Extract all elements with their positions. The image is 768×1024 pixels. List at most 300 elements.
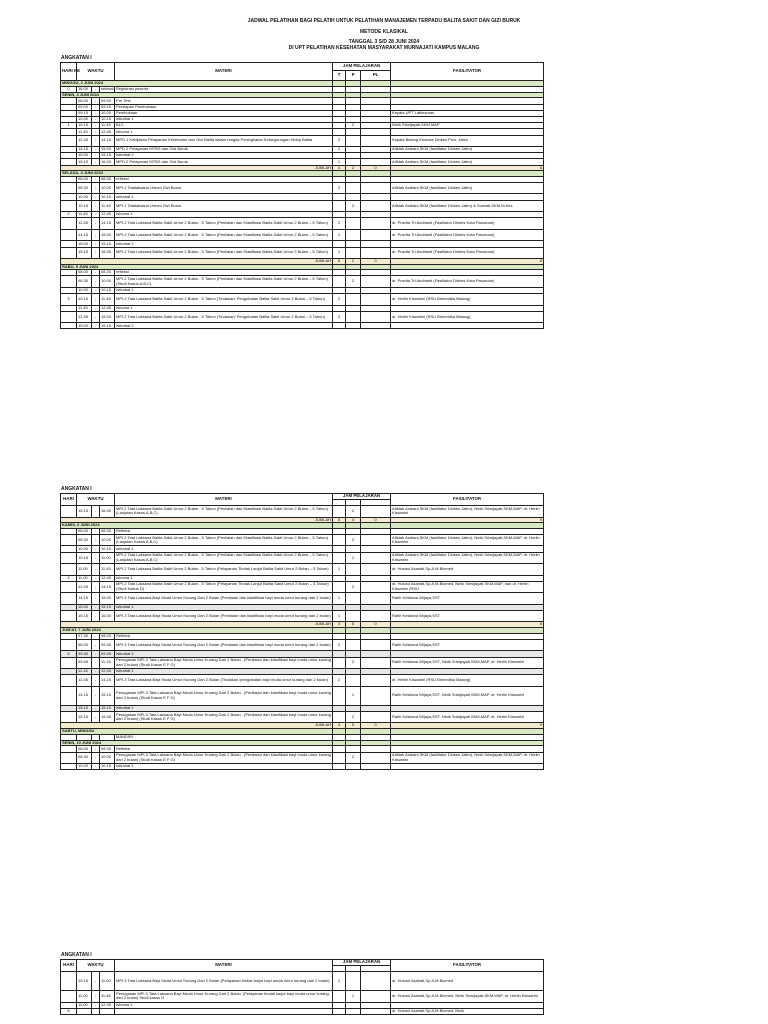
time-separator: - [92, 575, 100, 581]
fasilitator: Alfidah Andiani,SKM (fasilitator Dinkes Jatim) & Sumiati,SKM,M.Kes [391, 200, 544, 212]
hari-ke [61, 135, 77, 147]
day-label: MINGGU, 2 JUNI 2024 [61, 81, 333, 87]
time-start: 15.15 [77, 705, 92, 711]
materi: MPI.3 Tata Laksana Bayi Muda Umur Kurang Dari 2 Bulan (Pelayanan tindak lanjut bayi muda umur kurang dari 2 bulan) [115, 972, 333, 991]
hari-ke [61, 276, 77, 288]
time-end: 11.45 [100, 294, 115, 306]
time-separator: - [92, 633, 100, 639]
total-pl: 0 [361, 165, 391, 171]
time-end: 12.45 [100, 129, 115, 135]
total-label: JUMLAH [61, 517, 333, 523]
hari-ke: 6 [61, 1008, 77, 1014]
time-end: 11.45 [100, 200, 115, 212]
schedule-row [61, 276, 544, 288]
time-separator: - [92, 506, 100, 518]
jp-teori: 1 [333, 972, 346, 991]
hari-ke [61, 218, 77, 230]
total-p: 2 [346, 259, 361, 265]
time-separator: - [92, 991, 100, 1003]
fasilitator: dr. Husnul Asariati,Sp.A,M.Biomed, Ninik Sriwijayati,SKM,MAP, dr. Herlin Kiswarini [391, 991, 544, 1003]
time-separator: - [92, 176, 100, 182]
header-t: T [333, 71, 346, 81]
jp-praktik-lapangan [361, 294, 391, 306]
time-end: 12.45 [100, 212, 115, 218]
fasilitator: dr. Pravita Tri Andrianti (Fasilitator Dinkes Kota Pasuruan) [391, 276, 544, 288]
jp-teori: 1 [333, 610, 346, 622]
time-separator: - [92, 581, 100, 593]
jp-teori [333, 657, 346, 669]
time-end: 12.45 [100, 669, 115, 675]
time-end: 15.00 [100, 311, 115, 323]
fasilitator: Ratih Kristiana Wijaya,SST [391, 610, 544, 622]
time-start: 15.15 [77, 159, 92, 165]
materi: Istirahat 1 [115, 669, 333, 675]
schedule-row [61, 534, 544, 546]
materi: Istirahat 2 [115, 153, 333, 159]
day-label: SENIN, 3 JUNI 2024 [61, 92, 333, 98]
materi: Refleksi [115, 528, 333, 534]
time-separator: - [92, 147, 100, 153]
time-start: 11.15 [77, 669, 92, 675]
fasilitator: Alfidah Andiani,SKM (fasilitator Dinkes Jatim), Ninik Sriwijayati,SKM,MAP, dr. Herlin Kiswarini [391, 534, 544, 546]
fasilitator: Ninik Sriwijayati,SKM,MAP [391, 123, 544, 129]
time-separator: - [92, 528, 100, 534]
time-separator: - [92, 305, 100, 311]
time-separator: - [92, 651, 100, 657]
time-end: 09.00 [100, 98, 115, 104]
jp-teori [333, 1008, 346, 1014]
schedule-row [61, 610, 544, 622]
hari-ke [61, 534, 77, 546]
jp-teori: 1 [333, 229, 346, 241]
materi: Istirahat 2 [115, 323, 333, 329]
time-end: 15.00 [100, 147, 115, 153]
time-separator: - [92, 323, 100, 329]
schedule-row [61, 229, 544, 241]
time-start: 08.00 [77, 270, 92, 276]
fasilitator: Ratih Kristiana Wijaya,SST, Ninik Sriwijayati,SKM,MAP, dr. Herlin Kiswarini [391, 657, 544, 669]
time-end: 09.45 [100, 651, 115, 657]
jp-penugasan [346, 564, 361, 576]
time-start: 15.15 [77, 711, 92, 723]
materi: Penugasan MPI.3 Tata Laksana Bayi Muda Umur Kurang Dari 2 Bulan . (Penilaian dan klasifikasi bayi muda umur kurang dari 2 bulan) (Studi Kasus E F G) [116, 752, 331, 762]
jp-penugasan: 1 [346, 991, 361, 1003]
time-separator: - [92, 212, 100, 218]
time-end: 15.00 [100, 593, 115, 605]
time-separator: - [92, 675, 100, 687]
time-start: 15.00 [77, 153, 92, 159]
jp-praktik-lapangan [361, 229, 391, 241]
materi: Ishoma 1 [115, 212, 333, 218]
hari-ke [61, 711, 77, 723]
time-end: 10.15 [100, 194, 115, 200]
time-start: 09.45 [77, 657, 92, 669]
document-date: TANGGAL 3 S/D 28 JUNI 2024 [348, 39, 420, 45]
materi: Istirahat 1 [115, 194, 333, 200]
time-start: 14.15 [77, 593, 92, 605]
time-separator: - [92, 116, 100, 122]
materi: MPI.1 Tatalaksana Umum Gizi Buruk [115, 200, 333, 212]
jp-penugasan: 2 [346, 200, 361, 212]
materi: MPI.2 Tata Laksana Balita Sakit Umur 2 Bulan - 5 Tahun (Penilaian dan Klasifikasi Balita Sakit Umur 2 Bulan – 5 Tahun) [115, 247, 333, 259]
fasilitator: dr. Pravita Tri Andrianti (Fasilitator Dinkes Kota Pasuruan) [391, 229, 544, 241]
time-start: 15.15 [77, 247, 92, 259]
day-label: SELASA, 4 JUNI 2024 [61, 171, 333, 177]
time-start: 11.45 [77, 212, 92, 218]
time-end: 15.00 [100, 229, 115, 241]
materi: refleksi [115, 270, 333, 276]
total-sum: 6 [391, 165, 544, 171]
jp-penugasan [346, 1008, 361, 1014]
materi: Ishoma 1 [115, 305, 333, 311]
schedule-row [61, 764, 544, 770]
time-end: 11.45 [100, 991, 115, 1003]
fasilitator: Kepala Bidang Kesmas Dinkes Prov. Jatim [391, 135, 544, 147]
time-start: 12.45 [77, 311, 92, 323]
jp-praktik-lapangan [361, 506, 391, 518]
jp-praktik-lapangan [361, 991, 391, 1003]
header-pl: PL [361, 71, 391, 81]
time-separator: - [92, 276, 100, 288]
materi: Istirahat 1 [115, 546, 333, 552]
hari-ke [61, 323, 77, 329]
schedule-row [61, 675, 544, 687]
jp-penugasan: 1 [346, 552, 361, 564]
materi: Ishoma 1 [115, 575, 333, 581]
time-separator: - [92, 657, 100, 669]
time-end: 14.15 [100, 675, 115, 687]
schedule-row [61, 564, 544, 576]
fasilitator: Alfidah Andiani,SKM (fasilitator Dinkes Jatim), Ninik Sriwijayati,SKM,MAP, dr. Herlin Kiswarini [391, 552, 544, 564]
fasilitator: dr. Husnul Asariati,Sp.A,M.Biomed, Ninik Sriwijayati,SKM,MAP, dan dr. Herlin Kiswarini (RSU [391, 581, 544, 593]
time-start: 08.00 [77, 639, 92, 651]
materi: MPI.2 Tata Laksana Balita Sakit Umur 2 Bulan - 5 Tahun (Tindakan/ Pengobatan Balita Sakit Umur 2 Bulan – 5 Tahun) [115, 311, 333, 323]
day-label: RABU, 5 JUNI 2024 [61, 264, 333, 270]
jp-penugasan [346, 182, 361, 194]
total-t: 3 [333, 622, 346, 628]
hari-ke [61, 564, 77, 576]
time-end: 12.45 [100, 305, 115, 311]
time-start: 10.00 [77, 546, 92, 552]
time-separator: - [92, 194, 100, 200]
time-start: 07.30 [77, 633, 92, 639]
jp-teori [333, 323, 346, 329]
fasilitator: dr. Herlin Kiswarini (RSU Brimedika Malang) [391, 294, 544, 306]
hari-ke [61, 991, 77, 1003]
jp-penugasan [346, 593, 361, 605]
schedule-row [61, 506, 544, 518]
total-pl: 0 [361, 723, 391, 729]
header-waktu: WAKTU [77, 960, 115, 972]
time-separator: - [92, 552, 100, 564]
time-end: 10.00 [100, 110, 115, 116]
time-separator: - [92, 546, 100, 552]
total-label: JUMLAH [61, 165, 333, 171]
time-start: 08.00 [77, 176, 92, 182]
day-label: JUM'AT, 7 JUNI 2024 [61, 628, 333, 634]
header-waktu: WAKTU [77, 494, 115, 506]
jp-penugasan: 2 [346, 506, 361, 518]
time-separator: - [92, 123, 100, 129]
day-label: KAMIS, 6 JUNI 2024 [61, 523, 333, 529]
time-end: 15.15 [100, 323, 115, 329]
time-end: selesai [101, 85, 114, 91]
jp-penugasan: 2 [346, 581, 361, 593]
header-materi: MATERI [115, 63, 333, 81]
time-start: 08.30 [77, 534, 92, 546]
time-start: 12.45 [77, 581, 92, 593]
time-separator: - [92, 294, 100, 306]
jp-penugasan: 2 [346, 752, 361, 764]
total-p: 2 [346, 165, 361, 171]
time-separator: - [92, 972, 100, 991]
time-separator: - [92, 200, 100, 212]
time-start: 12.45 [77, 218, 92, 230]
materi: Ishoma 1 [115, 129, 333, 135]
time-end: 16.45 [100, 711, 115, 723]
hari-ke [61, 972, 77, 991]
time-end: 10.00 [100, 534, 115, 546]
schedule-row [61, 247, 544, 259]
time-start: 08.00 [77, 528, 92, 534]
document-location: DI UPT PELATIHAN KESEHATAN MASYARAKAT MURNAJATI KAMPUS MALANG [288, 45, 480, 51]
jp-penugasan [346, 218, 361, 230]
jp-penugasan [346, 675, 361, 687]
schedule-row [61, 657, 544, 669]
time-separator: - [92, 610, 100, 622]
materi: Refleksi [115, 633, 333, 639]
header-materi: MATERI [115, 960, 333, 972]
materi: MPI.2 Tata Laksana Balita Sakit Umur 2 Bulan - 5 Tahun (Penilaian dan Klasifikasi Balita Sakit Umur 2 Bulan – 5 Tahun) (Lanjutan Kasus A,B,C) [115, 506, 333, 518]
angkatan-label: ANGKATAN I [61, 486, 92, 492]
jp-teori: 3 [333, 311, 346, 323]
time-separator: - [92, 86, 100, 92]
jp-teori: 2 [333, 218, 346, 230]
schedule-row [61, 200, 544, 212]
fasilitator: Alfidah Andiani,SKM (fasilitator Dinkes Jatim) [391, 147, 544, 153]
jp-praktik-lapangan [361, 200, 391, 212]
hari-ke [61, 639, 77, 651]
jp-teori: 1 [333, 247, 346, 259]
time-separator: - [92, 534, 100, 546]
time-end: 11.45 [100, 564, 115, 576]
schedule-row [61, 991, 544, 1003]
header-materi: MATERI [115, 494, 333, 506]
materi: MPI.3 Tata Laksana Bayi Muda Umur Kurang Dari 2 Bulan (Penilaian dan klasifikasi bayi muda umur kurang dari 2 bulan) [115, 593, 333, 605]
jp-praktik-lapangan [361, 972, 391, 991]
jp-teori [333, 752, 346, 764]
hari-ke [61, 686, 77, 705]
time-separator: - [92, 1002, 100, 1008]
jp-penugasan [346, 610, 361, 622]
materi: Persiapan Pembukaan [115, 104, 333, 110]
day-label: SABTU, MINGGU [61, 728, 333, 734]
schedule-row [61, 581, 544, 593]
jp-teori [333, 764, 346, 770]
fasilitator: Alfidah Andiani,SKM (fasilitator Dinkes Jatim) [391, 182, 544, 194]
materi: MPI.2 Tata Laksana Balita Sakit Umur 2 Bulan - 5 Tahun (Penilaian dan Klasifikasi Balita Sakit Umur 2 Bulan – 5 Tahun) (Lanjutan Kasus A,B,C) [115, 552, 333, 564]
time-end: 14.15 [100, 581, 115, 593]
materi: MPI.3 Tata Laksana Bayi Muda Umur Kurang Dari 2 Bulan (Tindakan /pengobatan bayi muda umur kurang dari 2 bulan) [115, 675, 333, 687]
time-separator: - [92, 604, 100, 610]
materi: MPD.2 Pelayanan MTBS dan Gizi Buruk [115, 159, 333, 165]
materi: Penugasan MPI.3 Tata Laksana Bayi Muda Umur Kurang Dari 2 Bulan . (Penilaian dan klasifikasi bayi muda umur kurang dari 2 bulan) (Studi Kasus E F G) [115, 686, 333, 705]
materi: MPI.2 Tata Laksana Balita Sakit Umur 2 Bulan - 5 Tahun (Penilaian dan Klasifikasi Balita Sakit Umur 2 Bulan – 5 Tahun) [115, 229, 333, 241]
jp-teori: 1 [333, 147, 346, 153]
schedule-row [61, 686, 544, 705]
jp-teori: 2 [333, 135, 346, 147]
jp-praktik-lapangan [361, 1008, 391, 1014]
time-start: 08.00 [77, 746, 92, 752]
hari-ke [61, 675, 77, 687]
time-end: 08.30 [100, 270, 115, 276]
header-waktu: WAKTU [77, 63, 115, 81]
jp-praktik-lapangan [361, 564, 391, 576]
hari-ke: 3 [61, 294, 77, 306]
time-start: 10.15 [77, 294, 92, 306]
time-separator: - [92, 746, 100, 752]
hari-ke [61, 506, 77, 518]
time-separator: - [92, 110, 100, 116]
materi: MPI.2 Tata Laksana Balita Sakit Umur 2 Bulan - 5 Tahun (Tindakan/ Pengobatan Balita Sakit Umur 2 Bulan – 5 Tahun) [115, 294, 333, 306]
time-separator: - [92, 218, 100, 230]
time-end: 15.15 [100, 686, 115, 705]
schedule-row [61, 972, 544, 991]
time-end: 10.15 [100, 287, 115, 293]
hari-ke [61, 552, 77, 564]
document-title: JADWAL PELATIHAN BAGI PELATIH UNTUK PELATIHAN MANAJEMEN TERPADU BALITA SAKIT DAN GIZI BURUK [247, 18, 521, 24]
time-end: 11.00 [100, 972, 115, 991]
fasilitator: Ratih Kristiana Wijaya,SST [391, 639, 544, 651]
materi: Penugasan MPI 3 Tata Laksana Bayi Muda Umur Kurang Dari 2 Bulan. (Pelayanan tindak lanjut bayi muda umur kurang dari 2 bulan) Studi kasus H [115, 991, 333, 1003]
time-end: 16.00 [100, 610, 115, 622]
time-end: 16.00 [100, 247, 115, 259]
jp-penugasan: 2 [346, 711, 361, 723]
time-end: 14.15 [100, 218, 115, 230]
time-start: 09.30 [77, 651, 92, 657]
fasilitator: Ratih Kristiana Wijaya,SST [391, 593, 544, 605]
fasilitator: Alfidah Andiani,SKM (fasilitator Dinkes Jatim) [391, 159, 544, 165]
jp-teori: 2 [333, 294, 346, 306]
time-end: 10.15 [100, 116, 115, 122]
time-start: 08.30 [77, 276, 92, 288]
materi [115, 1008, 333, 1014]
time-start: 11.45 [77, 305, 92, 311]
schedule-row [61, 311, 544, 323]
materi: Istirahat 1 [115, 705, 333, 711]
time-start: 10.15 [77, 972, 92, 991]
jp-penugasan [346, 135, 361, 147]
materi: MPD.2 Pelayanan MTBS dan Gizi Buruk [115, 147, 333, 153]
fasilitator: dr. Husnul Asariati,Sp.A,M.Biomed, Ninik [391, 1008, 544, 1014]
schedule-row [61, 182, 544, 194]
materi: BLC [115, 123, 333, 129]
jp-praktik-lapangan [361, 686, 391, 705]
hari-ke [61, 247, 77, 259]
time-start: 15.00 [77, 604, 92, 610]
materi: MPI.1 Tatalaksana Umum Gizi Buruk [115, 182, 333, 194]
jp-praktik-lapangan [361, 711, 391, 723]
time-start: 10.00 [77, 764, 92, 770]
time-separator: - [92, 639, 100, 651]
total-pl: 0 [361, 622, 391, 628]
materi: Istirahat 1 [115, 287, 333, 293]
jp-penugasan [346, 323, 361, 329]
fasilitator: dr. Husnul Asariati,Sp.A,M.Biomed [391, 564, 544, 576]
time-end: 09.30 [100, 639, 115, 651]
jp-teori [333, 552, 346, 564]
time-separator: - [92, 247, 100, 259]
jp-praktik-lapangan [361, 675, 391, 687]
total-p: 5 [346, 622, 361, 628]
time-start: 11.00 [77, 1002, 92, 1008]
time-start: 10.15 [77, 200, 92, 212]
time-separator: - [92, 564, 100, 576]
document-method: METODE KLASIKAL [360, 29, 408, 35]
angkatan-label: ANGKATAN I [61, 55, 92, 61]
time-end: 16.45 [100, 506, 115, 518]
materi: Pre Test [115, 98, 333, 104]
schedule-row [61, 323, 544, 329]
materi: Pembukaan [115, 110, 333, 116]
materi: Istirahat 1 [115, 764, 333, 770]
jp-teori [333, 686, 346, 705]
materi: MPI.3 Tata Laksana Bayi Muda Umur Kurang Dari 2 Bulan (Penilaian dan klasifikasi bayi muda umur kurang dari 2 bulan) [115, 610, 333, 622]
materi: Istirahat 1 [115, 116, 333, 122]
header-jam-pelajaran: JAM PELAJARAN [333, 960, 391, 966]
time-separator: - [92, 135, 100, 147]
time-separator: - [92, 686, 100, 705]
fasilitator: Alfidah Andiani,SKM (fasilitator Dinkes Jatim), Ninik Sriwijayati,SKM,MAP, dr. Herlin Kiswarini [391, 506, 544, 518]
time-end: 10.00 [100, 276, 115, 288]
jp-praktik-lapangan [361, 657, 391, 669]
time-end: 14.15 [100, 135, 115, 147]
time-start: 10.15 [77, 552, 92, 564]
hari-ke [61, 182, 77, 194]
time-start: 10.00 [77, 116, 92, 122]
schedule-row [61, 218, 544, 230]
time-end: 15.15 [100, 153, 115, 159]
schedule-row [61, 1008, 544, 1014]
hari-ke: 2 [61, 212, 77, 218]
jp-praktik-lapangan [361, 610, 391, 622]
jp-teori: 2 [333, 639, 346, 651]
jp-praktik-lapangan [361, 552, 391, 564]
jp-praktik-lapangan [361, 593, 391, 605]
time-end: 11.00 [100, 552, 115, 564]
schedule-row [61, 552, 544, 564]
schedule-row [61, 135, 544, 147]
time-start: 12.45 [77, 675, 92, 687]
time-start: 16.00 [77, 86, 92, 92]
fasilitator: dr. Pravita Tri Andrianti (Fasilitator Dinkes Kota Pasuruan) [391, 218, 544, 230]
total-label: JUMLAH [61, 622, 333, 628]
header-fasilitator: FASILITATOR [391, 960, 544, 972]
time-separator: - [92, 229, 100, 241]
time-separator: - [92, 311, 100, 323]
time-separator: - [92, 711, 100, 723]
time-start: 08.00 [77, 98, 92, 104]
time-start: 09.00 [77, 104, 92, 110]
jp-penugasan [346, 294, 361, 306]
schedule-table-page-2 [60, 493, 544, 770]
time-start: 15.15 [77, 506, 92, 518]
header-fasilitator: FASILITATOR [391, 63, 544, 81]
materi: MPI.2 Tata Laksana Balita Sakit Umur 2 Bulan - 5 Tahun (Penilaian dan Klasifikasi Balita Sakit Umur 2 Bulan – 5 Tahun) (Lanjutan Kasus A,B,C) [115, 534, 333, 546]
time-end: 08.00 [100, 633, 115, 639]
total-sum: 9 [391, 723, 544, 729]
time-separator: - [92, 104, 100, 110]
